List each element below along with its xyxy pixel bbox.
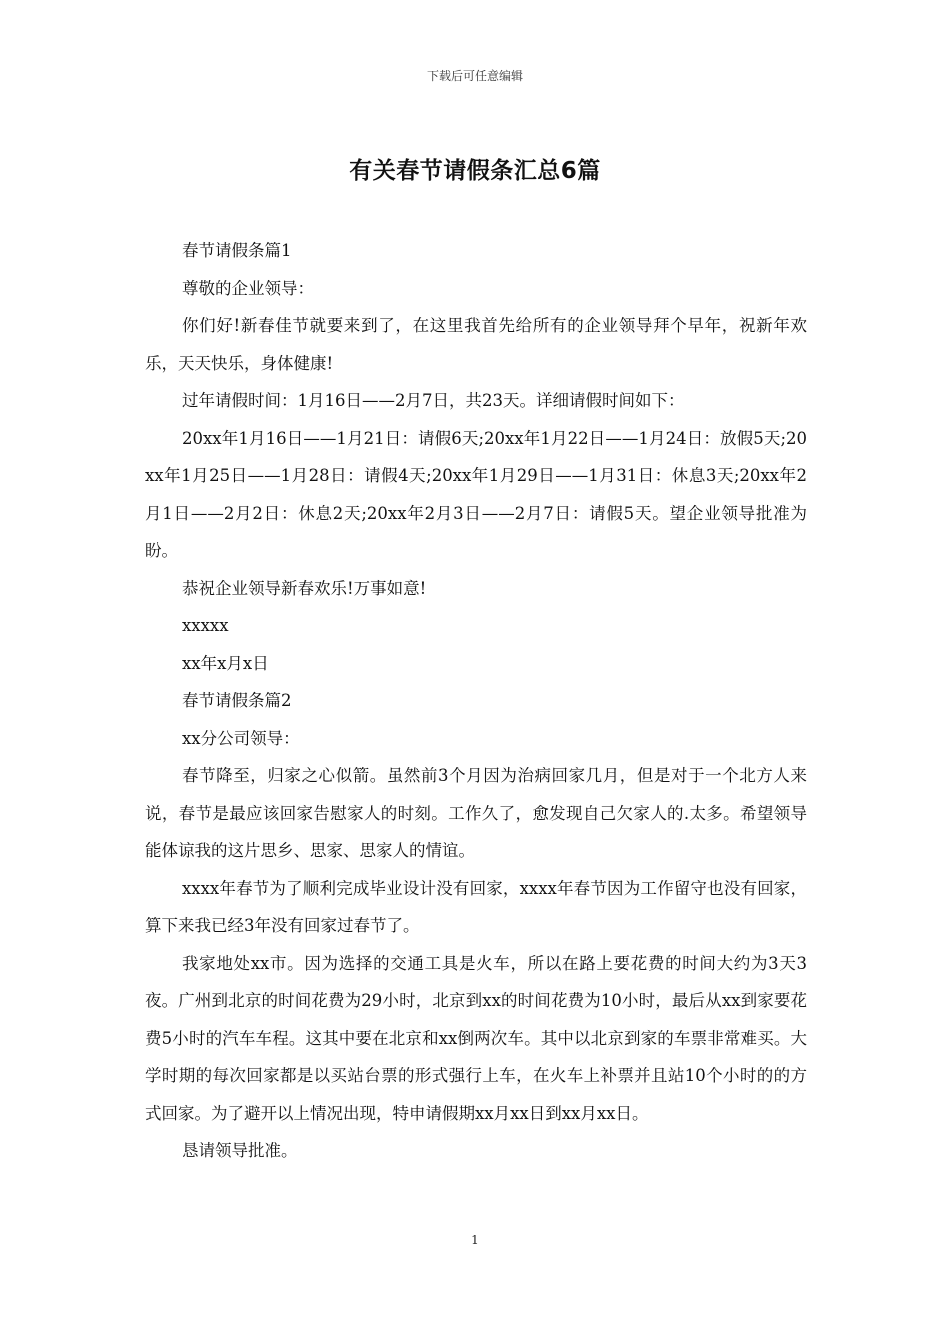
paragraph: 恭祝企业领导新春欢乐!万事如意! <box>182 578 427 598</box>
paragraph: 恳请领导批准。 <box>182 1141 298 1160</box>
document-body <box>145 232 807 1170</box>
page-number: 1 <box>471 1233 479 1247</box>
salutation-1: 尊敬的企业领导： <box>182 278 314 298</box>
paragraph: 20xx年1月16日——1月21日：请假6天;20xx年1月22日——1月24日：放假5天;20xx年1月25日——1月28日：请假4天;20xx年1月29日——1月31日：休息3天;20xx年2月1日——2月2日：休息2天;20xx年2月3日——2月7日：请假5天。望企业领导批准为盼。 <box>145 428 807 560</box>
signature-name: xxxxx <box>182 616 229 635</box>
signature-date: xx年x月x日 <box>182 653 269 673</box>
paragraph: 过年请假时间：1月16日——2月7日，共23天。详细请假时间如下： <box>182 391 685 410</box>
paragraph: 春节降至，归家之心似箭。虽然前3个月因为治病回家几月，但是对于一个北方人来说，春节是最应该回家告慰家人的时刻。工作久了，愈发现自己欠家人的.太多。希望领导能体谅我的这片思乡、思家、思家人的情谊。 <box>145 766 807 860</box>
paragraph: xxxx年春节为了顺利完成毕业设计没有回家，xxxx年春节因为工作留守也没有回家，算下来我已经3年没有回家过春节了。 <box>145 878 807 935</box>
header-note: 下载后可任意编辑 <box>426 69 523 83</box>
section-heading-1: 春节请假条篇1 <box>182 241 292 260</box>
salutation-2: xx分公司领导： <box>182 728 300 748</box>
paragraph: 你们好!新春佳节就要来到了，在这里我首先给所有的企业领导拜个早年，祝新年欢乐，天天快乐，身体健康! <box>145 316 807 373</box>
section-heading-2: 春节请假条篇2 <box>182 691 292 710</box>
paragraph: 我家地处xx市。因为选择的交通工具是火车，所以在路上要花费的时间大约为3天3夜。广州到北京的时间花费为29小时，北京到xx的时间花费为10小时，最后从xx到家要花费5小时的汽车车程。这其中要在北京和xx倒两次车。其中以北京到家的车票非常难买。大学时期的每次回家都是以买站台票的形式强行上车，在火车上补票并且站10个小时的的方式回家。为了避开以上情况出现，特申请假期xx月xx日到xx月xx日。 <box>145 953 807 1123</box>
document-title: 有关春节请假条汇总6篇 <box>349 158 601 184</box>
